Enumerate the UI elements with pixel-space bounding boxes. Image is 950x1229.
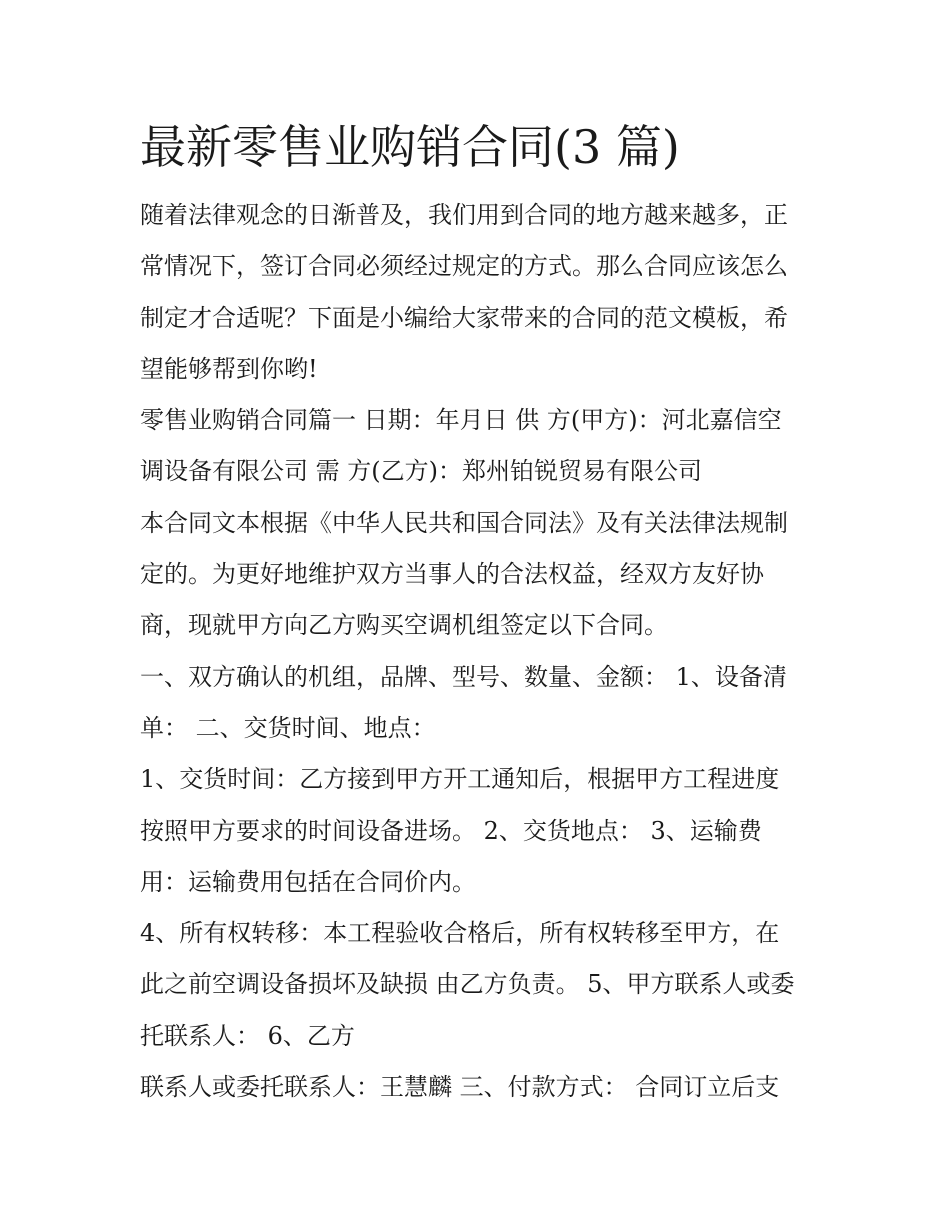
body-line: 商，现就甲方向乙方购买空调机组签定以下合同。 bbox=[140, 611, 668, 640]
body-line: 按照甲方要求的时间设备进场。 2、交货地点： 3、运输费 bbox=[140, 816, 762, 845]
body-line: 常情况下，签订合同必须经过规定的方式。那么合同应该怎么 bbox=[140, 252, 788, 281]
body-line: 用：运输费用包括在合同价内。 bbox=[140, 867, 476, 896]
body-line: 定的。为更好地维护双方当事人的合法权益，经双方友好协 bbox=[140, 560, 764, 589]
body-line: 联系人或委托联系人：王慧麟 三、付款方式： 合同订立后支 bbox=[140, 1073, 780, 1102]
body-line: 1、交货时间：乙方接到甲方开工通知后，根据甲方工程进度 bbox=[140, 765, 780, 794]
body-line: 4、所有权转移：本工程验收合格后，所有权转移至甲方，在 bbox=[140, 919, 780, 948]
body-line: 本合同文本根据《中华人民共和国合同法》及有关法律法规制 bbox=[140, 508, 788, 537]
document-body bbox=[140, 190, 820, 1113]
body-line: 调设备有限公司 需 方(乙方)：郑州铂锐贸易有限公司 bbox=[140, 457, 702, 486]
document-title: 最新零售业购销合同(3 篇) bbox=[140, 120, 680, 174]
body-line: 一、双方确认的机组，品牌、型号、数量、金额： 1、设备清 bbox=[140, 662, 787, 691]
document-page bbox=[140, 112, 820, 1113]
body-line: 望能够帮到你哟! bbox=[140, 354, 318, 383]
body-line: 单： 二、交货时间、地点： bbox=[140, 713, 436, 742]
body-line: 随着法律观念的日渐普及，我们用到合同的地方越来越多，正 bbox=[140, 201, 788, 229]
body-line: 制定才合适呢？下面是小编给大家带来的合同的范文模板，希 bbox=[140, 303, 788, 332]
body-line: 托联系人： 6、乙方 bbox=[140, 1021, 355, 1050]
body-line: 零售业购销合同篇一 日期：年月日 供 方(甲方)：河北嘉信空 bbox=[140, 406, 782, 435]
body-line: 此之前空调设备损坏及缺损 由乙方负责。 5、甲方联系人或委 bbox=[140, 970, 795, 999]
